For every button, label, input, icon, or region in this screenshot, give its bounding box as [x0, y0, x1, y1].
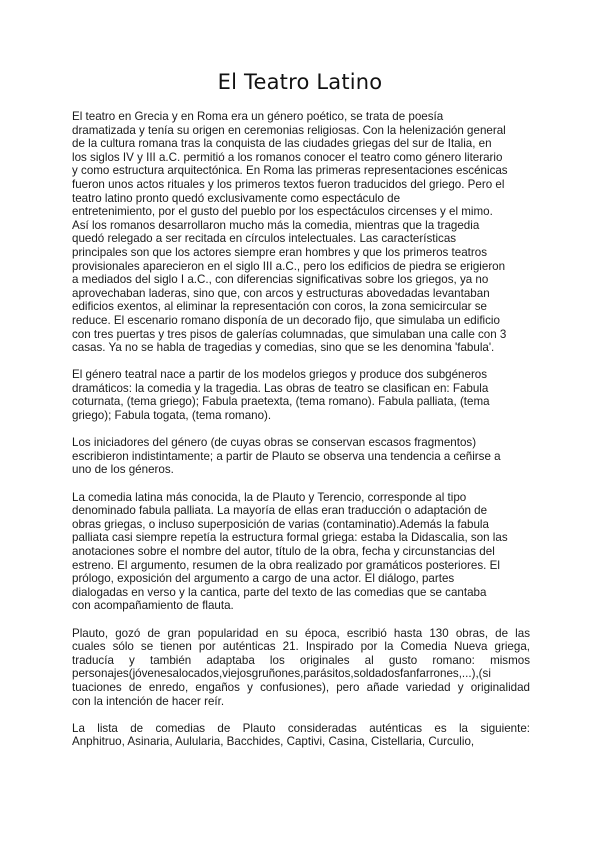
paragraph-line: uno de los géneros.: [72, 463, 174, 477]
paragraph-3: [72, 436, 530, 477]
paragraph-line: con acompañamiento de flauta.: [72, 599, 234, 613]
paragraph-line: cuales sólo se tienen por auténticas 21. Inspirado por la Comedia Nueva griega,: [72, 640, 530, 654]
paragraph-line: casas. Ya no se habla de tragedias y comedias, sino que se les denomina 'fabula'.: [72, 341, 495, 355]
paragraph-2: [72, 368, 530, 422]
paragraph-line: griego); Fabula togata, (tema romano).: [72, 409, 272, 423]
paragraph-6: [72, 722, 530, 749]
paragraph-line: estreno. El argumento, resumen de la obra realizado por gramáticos posteriores. El: [72, 558, 500, 572]
paragraph-line: escribieron indistintamente; a partir de Plauto se observa una tendencia a ceñirse a: [72, 449, 501, 463]
paragraph-line: El teatro en Grecia y en Roma era un género poético, se trata de poesía: [72, 110, 444, 123]
document-body: [72, 110, 530, 763]
paragraph-line: traducía y también adaptaba los originales al gusto romano: mismos: [72, 653, 530, 667]
paragraph-line: dramatizada y tenía su origen en ceremonias religiosas. Con la helenización general: [72, 123, 506, 137]
paragraph-line: con la intención de hacer reír.: [72, 694, 225, 708]
paragraph-line: El género teatral nace a partir de los modelos griegos y produce dos subgéneros: [72, 368, 488, 382]
paragraph-line: reduce. El escenario romano disponía de un decorado fijo, que simulaba un edificio: [72, 313, 500, 327]
paragraph-line: aprovechaban laderas, sino que, con arcos y estructuras abovedadas levantaban: [72, 286, 490, 300]
paragraph-line: a mediados del siglo I a.C., con diferencias significativas sobre los griegos, ya no: [72, 273, 489, 287]
paragraph-line: quedó relegado a ser recitada en círculos intelectuales. Las características: [72, 232, 457, 246]
paragraph-line: coturnata, (tema griego); Fabula praetexta, (tema romano). Fabula palliata, (tema: [72, 395, 490, 409]
paragraph-line: personajes(jóvenesalocados,viejosgruñones,parásitos,soldadosfanfarrones,...),(si: [72, 667, 491, 681]
paragraph-line: principales son que los actores siempre eran hombres y que los primeros teatros: [72, 245, 487, 259]
paragraph-line: dramáticos: la comedia y la tragedia. Las obras de teatro se clasifican en: Fabula: [72, 381, 489, 395]
page-title: El Teatro Latino: [217, 70, 383, 94]
paragraph-line: La comedia latina más conocida, la de Plauto y Terencio, corresponde al tipo: [72, 490, 467, 504]
paragraph-line: dialogadas en verso y la cantica, parte del texto de las comedias que se cantaba: [72, 585, 487, 599]
paragraph-line: fueron unos actos rituales y los primeros textos fueron traducidos del griego. Pero el: [72, 177, 505, 191]
paragraph-line: prólogo, exposición del argumento a cargo de una actor. El diálogo, partes: [72, 572, 455, 586]
paragraph-line: denominado fabula palliata. La mayoría de ellas eran traducción o adaptación de: [72, 504, 488, 518]
paragraph-line: teatro latino pronto quedó exclusivamente como espectáculo de: [72, 191, 401, 205]
paragraph-line: con tres puertas y tres pisos de galerías columnadas, que simulaban una calle con 3: [72, 327, 507, 341]
paragraph-line: Plauto, gozó de gran popularidad en su época, escribió hasta 130 obras, de las: [72, 626, 530, 640]
paragraph-line: tuaciones de enredo, engaños y confusiones), pero añade variedad y originalidad: [72, 680, 530, 694]
paragraph-line: palliata casi siempre repetía la estructura formal griega: estaba la Didascalia, son las: [72, 531, 508, 545]
paragraph-line: obras griegas, o incluso superposición de varias (contaminatio).Además la fabula: [72, 517, 489, 531]
paragraph-5: [72, 627, 530, 709]
paragraph-line: entretenimiento, por el gusto del pueblo por los espectáculos circenses y el mimo.: [72, 205, 493, 219]
paragraph-line: Anphitruo, Asinaria, Aulularia, Bacchides, Captivi, Casina, Cistellaria, Curculio,: [72, 735, 475, 749]
paragraph-line: La lista de comedias de Plauto consideradas auténticas es la siguiente:: [72, 721, 530, 735]
paragraph-line: y como estructura arquitectónica. En Roma las primeras representaciones escénicas: [72, 164, 508, 178]
paragraph-line: Los iniciadores del género (de cuyas obras se conservan escasos fragmentos): [72, 436, 477, 450]
paragraph-line: Así los romanos desarrollaron mucho más la comedia, mientras que la tragedia: [72, 218, 480, 232]
paragraph-line: edificios exentos, al eliminar la representación con coros, la zona semicircular se: [72, 300, 487, 314]
paragraph-line: de la cultura romana tras la conquista de las ciudades griegas del sur de Italia, en: [72, 137, 492, 151]
paragraph-line: los siglos IV y III a.C. permitió a los romanos conocer el teatro como género literario: [72, 150, 503, 164]
paragraph-1: [72, 110, 530, 355]
paragraph-line: anotaciones sobre el nombre del autor, título de la obra, fecha y circunstancias del: [72, 545, 495, 558]
paragraph-line: provisionales aparecieron en el siglo III a.C., pero los edificios de piedra se erigieron: [72, 259, 506, 273]
paragraph-4: [72, 491, 530, 613]
